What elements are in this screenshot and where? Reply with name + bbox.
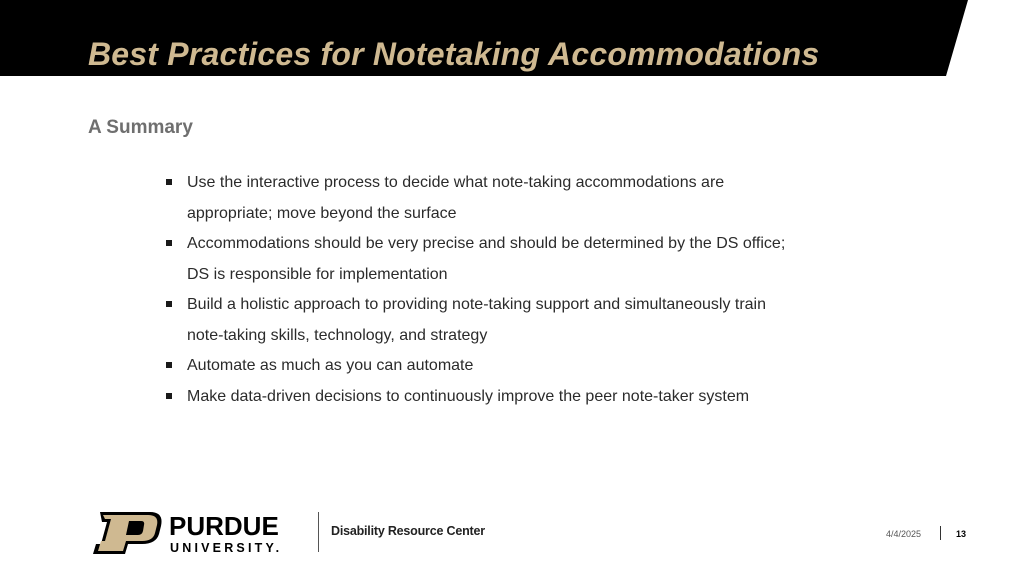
square-bullet-icon <box>166 362 172 368</box>
logo-wordmark-bottom: UNIVERSITY. <box>170 541 283 555</box>
purdue-logo <box>88 510 308 556</box>
bullet-text: Accommodations should be very precise and should be determined by the DS office; DS is responsible for implementation <box>187 235 786 283</box>
bullet-text: Use the interactive process to decide what note-taking accommodations are appropriate; move beyond the surface <box>187 174 725 222</box>
square-bullet-icon <box>166 179 172 185</box>
bullet-text: Make data-driven decisions to continuously improve the peer note-taker system <box>187 387 750 405</box>
bullet-text: Build a holistic approach to providing note-taking support and simultaneously train note-taking skills, technology, and strategy <box>187 296 767 344</box>
square-bullet-icon <box>166 240 172 246</box>
slide-date: 4/4/2025 <box>886 529 922 539</box>
page-number: 13 <box>956 529 967 539</box>
slide-subtitle: A Summary <box>88 117 193 138</box>
bullet-item <box>164 351 804 382</box>
org-name: Disability Resource Center <box>331 524 485 538</box>
bullet-list <box>164 168 804 412</box>
footer-divider <box>318 512 319 552</box>
bullet-item <box>164 229 804 290</box>
footer-separator <box>940 526 941 540</box>
purdue-p-icon <box>93 512 162 554</box>
bullet-item <box>164 290 804 351</box>
slide-title: Best Practices for Notetaking Accommodations <box>88 36 820 72</box>
bullet-text: Automate as much as you can automate <box>187 357 474 374</box>
square-bullet-icon <box>166 393 172 399</box>
bullet-item <box>164 382 804 413</box>
bullet-item <box>164 168 804 229</box>
square-bullet-icon <box>166 301 172 307</box>
logo-wordmark-top: PURDUE <box>169 511 279 541</box>
